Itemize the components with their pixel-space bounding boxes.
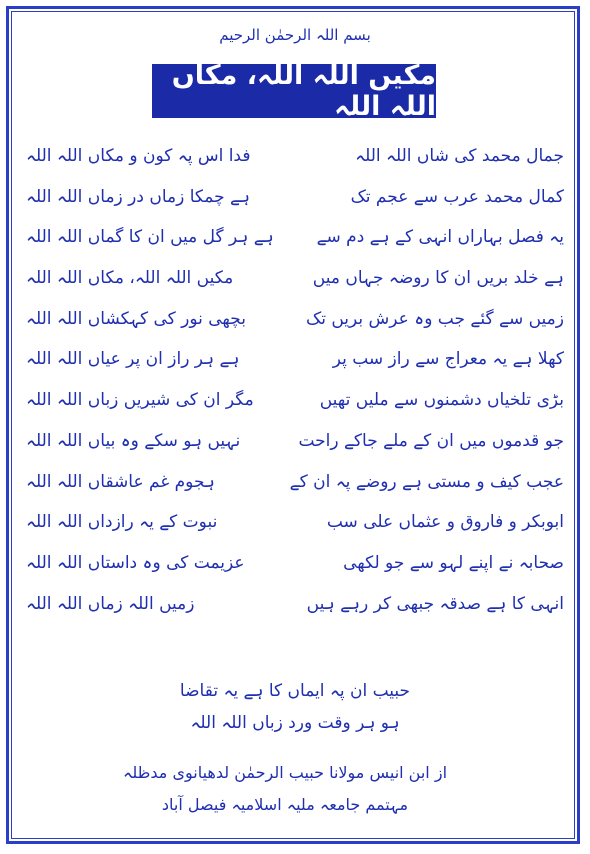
closing-verse-second-line: ہو ہر وقت ورد زباں اللہ اللہ bbox=[190, 713, 400, 733]
verse-second-line: مگر ان کی شیریں زباں اللہ اللہ bbox=[26, 390, 254, 411]
verse-first-line: انہی کا ہے صدقہ جبھی کر رہے ہیں bbox=[306, 593, 564, 614]
verse-first-line: کمال محمد عرب سے عجم تک bbox=[350, 186, 564, 207]
verse-row bbox=[26, 221, 564, 262]
author-affiliation: مہتمم جامعہ ملیہ اسلامیہ فیصل آباد bbox=[161, 795, 409, 814]
verse-row bbox=[26, 181, 564, 222]
verse-first-line: کھلا ہے یہ معراج سے راز سب پر bbox=[332, 349, 564, 370]
poem-title bbox=[152, 60, 436, 122]
verse-first-line: جو قدموں میں ان کے ملے جاکے راحت bbox=[298, 430, 564, 451]
verse-first-line: ہے خلد بریں ان کا روضہ جہاں میں bbox=[312, 268, 564, 289]
verse-first-line: صحابہ نے اپنے لہو سے جو لکھی bbox=[343, 552, 564, 573]
verse-first-line: جمال محمد کی شاں اللہ اللہ bbox=[355, 146, 564, 166]
verse-second-line: نہیں ہو سکے وہ بیاں اللہ اللہ bbox=[26, 430, 241, 451]
verse-second-line: فدا اس پہ کون و مکاں اللہ اللہ bbox=[26, 146, 251, 166]
verse-list bbox=[26, 140, 564, 628]
verse-first-line: یہ فصل بہاراں انہی کے ہے دم سے bbox=[316, 227, 564, 248]
verse-first-line: عجب کیف و مستی ہے روضے پہ ان کے bbox=[289, 471, 564, 492]
verse-second-line: مکیں اللہ اللہ، مکاں اللہ اللہ bbox=[26, 268, 234, 289]
verse-second-line: ہے ہر گل میں ان کا گماں اللہ اللہ bbox=[26, 227, 274, 248]
verse-row bbox=[26, 303, 564, 344]
bismillah: بسم اللہ الرحمٰن الرحیم bbox=[219, 26, 371, 44]
verse-row bbox=[26, 506, 564, 547]
verse-second-line: ہے چمکا زماں در زماں اللہ اللہ bbox=[26, 186, 250, 207]
verse-first-line: ابوبکر و فاروق و عثماں علی سب bbox=[326, 512, 564, 533]
closing-verse-first-line: حبیب ان پہ ایماں کا ہے یہ تقاضا bbox=[179, 681, 411, 701]
verse-first-line: بڑی تلخیاں دشمنوں سے ملیں تھیں bbox=[319, 390, 564, 411]
verse-row bbox=[26, 466, 564, 507]
verse-row bbox=[26, 547, 564, 588]
verse-second-line: نبوت کے یہ رازداں اللہ اللہ bbox=[26, 512, 218, 533]
verse-second-line: ہجوم غم عاشقاں اللہ اللہ bbox=[26, 471, 215, 492]
verse-row bbox=[26, 343, 564, 384]
verse-second-line: زمیں اللہ زماں اللہ اللہ bbox=[26, 593, 195, 614]
author-credit: از ابن انیس مولانا حبیب الرحمٰن لدھیانوی مدظلہ bbox=[122, 763, 448, 782]
verse-row bbox=[26, 384, 564, 425]
verse-row bbox=[26, 140, 564, 181]
verse-row bbox=[26, 425, 564, 466]
verse-row bbox=[26, 588, 564, 629]
verse-row bbox=[26, 262, 564, 303]
verse-second-line: عزیمت کی وہ داستاں اللہ اللہ bbox=[26, 552, 245, 573]
verse-second-line: ہے ہر راز ان پر عیاں اللہ اللہ bbox=[26, 349, 240, 370]
verse-second-line: بچھی نور کی کہکشاں اللہ اللہ bbox=[26, 308, 246, 329]
verse-first-line: زمیں سے گئے جب وہ عرش بریں تک bbox=[306, 308, 564, 329]
poem-title-text: مکیں اللہ اللہ، مکاں اللہ اللہ bbox=[171, 60, 436, 122]
